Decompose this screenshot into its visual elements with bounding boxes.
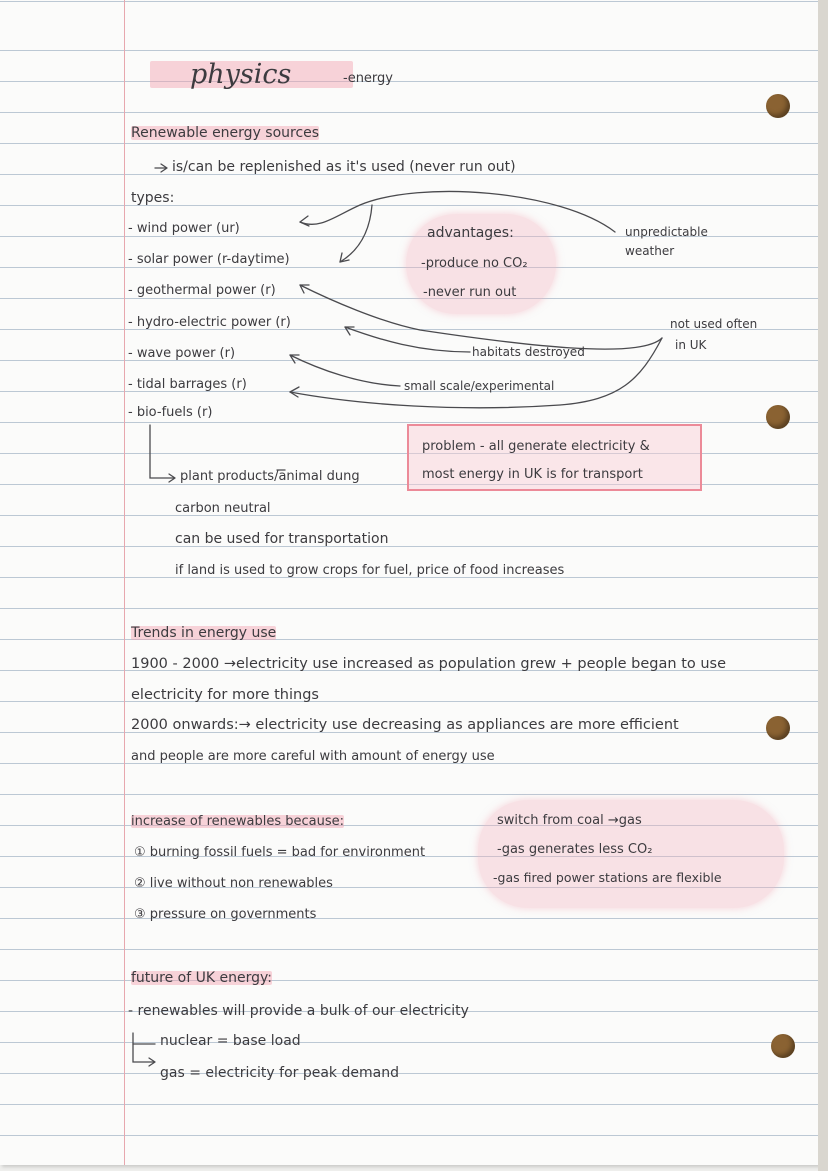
advantages-title: advantages: — [427, 225, 514, 241]
future-heading: future of UK energy: — [131, 970, 272, 986]
type-solar: - solar power (r-daytime) — [128, 252, 290, 267]
page-subtitle: -energy — [343, 71, 393, 86]
punch-hole — [766, 94, 790, 118]
note-in-uk: in UK — [675, 338, 707, 352]
trends-heading: Trends in energy use — [131, 625, 277, 641]
page-edge — [818, 0, 828, 1171]
note-unpredictable: unpredictable — [625, 225, 708, 239]
renewables-definition: is/can be replenished as it's used (never run out) — [172, 159, 516, 175]
renewables-heading: Renewable energy sources — [131, 125, 320, 141]
future-line: gas = electricity for peak demand — [160, 1065, 399, 1081]
note-weather: weather — [625, 244, 675, 258]
margin-line — [124, 0, 125, 1165]
note-small-scale: small scale/experimental — [404, 379, 555, 393]
punch-hole — [771, 1034, 795, 1058]
increase-item: ① burning fossil fuels = bad for environment — [134, 845, 426, 860]
switch-line: -gas fired power stations are flexible — [493, 870, 722, 885]
trends-line: and people are more careful with amount of energy use — [131, 749, 495, 764]
type-biofuel: - bio-fuels (r) — [128, 405, 213, 420]
problem-line: problem - all generate electricity & — [422, 439, 650, 454]
note-habitats: habitats destroyed — [472, 345, 585, 359]
types-label: types: — [131, 190, 175, 206]
page-title: physics — [150, 61, 353, 88]
trends-line: 2000 onwards:→ electricity use decreasing as appliances are more efficient — [131, 717, 679, 733]
trends-line: electricity for more things — [131, 687, 319, 703]
biofuel-note: carbon neutral — [175, 501, 271, 516]
increase-item: ② live without non renewables — [134, 876, 333, 891]
trends-line: 1900 - 2000 →electricity use increased as population grew + people began to use — [131, 656, 727, 672]
type-hydro: - hydro-electric power (r) — [128, 315, 291, 330]
type-wave: - wave power (r) — [128, 346, 236, 361]
increase-heading: increase of renewables because: — [131, 814, 345, 829]
advantage-item: -never run out — [423, 285, 517, 300]
type-tidal: - tidal barrages (r) — [128, 377, 247, 392]
punch-hole — [766, 716, 790, 740]
biofuel-note: plant products/animal dung — [180, 469, 360, 484]
note-not-used-often: not used often — [670, 317, 758, 331]
future-line: nuclear = base load — [160, 1033, 301, 1049]
advantage-item: -produce no CO₂ — [421, 256, 528, 271]
punch-hole — [766, 405, 790, 429]
biofuel-note: if land is used to grow crops for fuel, price of food increases — [175, 563, 565, 578]
type-geothermal: - geothermal power (r) — [128, 283, 276, 298]
future-line: - renewables will provide a bulk of our electricity — [128, 1003, 469, 1019]
switch-line: switch from coal →gas — [497, 813, 642, 828]
type-wind: - wind power (ur) — [128, 221, 240, 236]
biofuel-note: can be used for transportation — [175, 531, 389, 547]
problem-line: most energy in UK is for transport — [422, 467, 643, 482]
switch-line: -gas generates less CO₂ — [497, 842, 653, 857]
increase-item: ③ pressure on governments — [134, 907, 317, 922]
